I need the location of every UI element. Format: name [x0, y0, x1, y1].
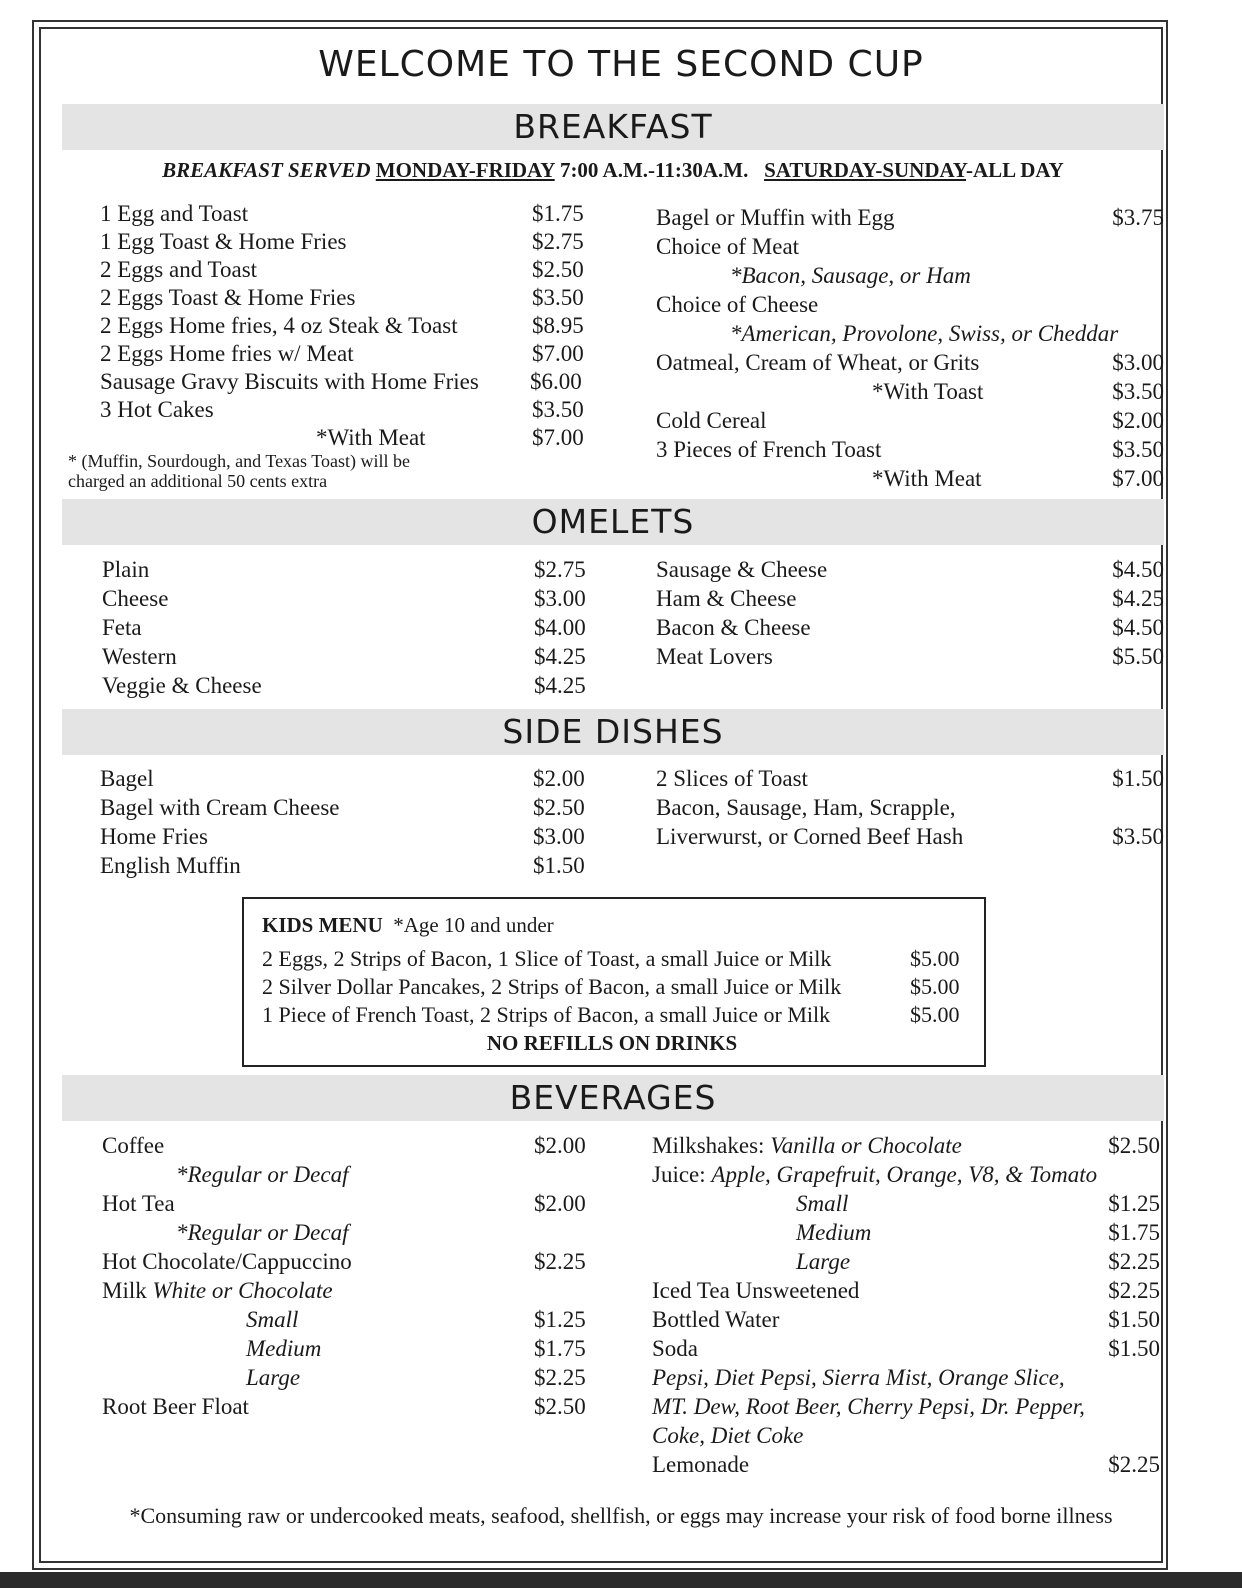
menu-item: Ham & Cheese [656, 586, 797, 611]
kids-age-note: *Age 10 and under [393, 913, 554, 937]
menu-price: $2.75 [534, 557, 586, 582]
hours-weekend: SATURDAY-SUNDAY [764, 158, 966, 182]
menu-price: $3.50 [532, 397, 584, 422]
menu-item: Liverwurst, or Corned Beef Hash [656, 824, 964, 849]
milkshakes-label: Milkshakes: [652, 1133, 765, 1158]
bottom-edge-strip [0, 1572, 1242, 1588]
kids-item: 2 Eggs, 2 Strips of Bacon, 1 Slice of Toast, a small Juice or Milk [262, 946, 832, 971]
menu-item-option: *Bacon, Sausage, or Ham [730, 263, 971, 288]
menu-price: $4.50 [1112, 615, 1164, 640]
menu-item: Plain [102, 557, 150, 582]
menu-item: Bagel [100, 766, 154, 791]
menu-price: $5.50 [1112, 644, 1164, 669]
menu-item-option: *With Meat [316, 425, 426, 450]
kids-menu-title: KIDS MENU [262, 913, 383, 937]
note-line-1: * (Muffin, Sourdough, and Texas Toast) will be [68, 451, 410, 471]
menu-price: $7.00 [532, 425, 584, 450]
menu-item: Choice of Cheese [656, 292, 819, 317]
menu-price: $3.50 [1112, 824, 1164, 849]
menu-item: 3 Hot Cakes [100, 397, 214, 422]
menu-item: English Muffin [100, 853, 241, 878]
menu-price: $1.50 [1108, 1336, 1160, 1361]
menu-item [652, 1161, 1097, 1189]
kids-menu-header [262, 911, 554, 939]
menu-item: Cheese [102, 586, 169, 611]
menu-price: $2.25 [1108, 1278, 1160, 1303]
menu-price: $2.25 [534, 1249, 586, 1274]
menu-item: Sausage Gravy Biscuits with Home Fries [100, 369, 479, 394]
menu-price: $4.25 [1112, 586, 1164, 611]
menu-price: $2.50 [532, 257, 584, 282]
soda-options: Pepsi, Diet Pepsi, Sierra Mist, Orange Slice, [652, 1365, 1065, 1390]
kids-item: 1 Piece of French Toast, 2 Strips of Bacon, a small Juice or Milk [262, 1002, 831, 1027]
menu-item: Bagel or Muffin with Egg [656, 205, 895, 230]
menu-item: Soda [652, 1336, 698, 1361]
menu-item-option: *Regular or Decaf [176, 1162, 349, 1187]
menu-price: $2.75 [532, 229, 584, 254]
menu-item: 2 Eggs Toast & Home Fries [100, 285, 356, 310]
menu-price: $2.50 [533, 795, 585, 820]
menu-item-option: *American, Provolone, Swiss, or Cheddar [730, 321, 1119, 346]
menu-price: $2.25 [534, 1365, 586, 1390]
breakfast-heading: BREAKFAST [513, 107, 713, 146]
menu-item: Meat Lovers [656, 644, 773, 669]
menu-item: Iced Tea Unsweetened [652, 1278, 860, 1303]
size-option: Medium [246, 1336, 322, 1361]
menu-price: $2.00 [533, 766, 585, 791]
size-option: Large [796, 1249, 851, 1274]
menu-item: Cold Cereal [656, 408, 767, 433]
menu-price: $3.50 [532, 285, 584, 310]
menu-price: $1.50 [1108, 1307, 1160, 1332]
menu-item: 3 Pieces of French Toast [656, 437, 882, 462]
menu-price: $1.50 [533, 853, 585, 878]
menu-item: Sausage & Cheese [656, 557, 828, 582]
menu-item: Root Beer Float [102, 1394, 249, 1419]
menu-price: $7.00 [532, 341, 584, 366]
no-refills-note: NO REFILLS ON DRINKS [486, 1031, 738, 1055]
menu-price: $4.25 [534, 644, 586, 669]
menu-price: $1.75 [1108, 1220, 1160, 1245]
size-option: Small [796, 1191, 849, 1216]
hours-weekend-time: -ALL DAY [966, 158, 1064, 182]
beverages-heading: BEVERAGES [509, 1078, 717, 1117]
menu-item: 2 Eggs Home fries w/ Meat [100, 341, 354, 366]
menu-item: Bacon, Sausage, Ham, Scrapple, [656, 795, 956, 820]
menu-item: Coffee [102, 1133, 165, 1158]
menu-price: $4.00 [534, 615, 586, 640]
milk-options: White or Chocolate [152, 1278, 333, 1303]
menu-item: Choice of Meat [656, 234, 800, 259]
menu-item-option: *Regular or Decaf [176, 1220, 349, 1245]
kids-price: $5.00 [910, 1002, 960, 1027]
menu-price: $2.50 [1108, 1133, 1160, 1158]
menu-item: Home Fries [100, 824, 208, 849]
menu-price: $4.50 [1112, 557, 1164, 582]
menu-item-option: *With Toast [872, 379, 984, 404]
hours-weekday: MONDAY-FRIDAY [375, 158, 555, 182]
menu-price: $3.75 [1112, 205, 1164, 230]
menu-price: $2.25 [1108, 1452, 1160, 1477]
size-option: Medium [796, 1220, 872, 1245]
page-title: WELCOME TO THE SECOND CUP [318, 44, 924, 85]
bread-surcharge-note [68, 451, 410, 491]
size-option: Small [246, 1307, 299, 1332]
milkshake-flavors: Vanilla or Chocolate [770, 1133, 962, 1158]
menu-item: Bagel with Cream Cheese [100, 795, 340, 820]
menu-item: Bacon & Cheese [656, 615, 811, 640]
menu-item: 2 Slices of Toast [656, 766, 808, 791]
menu-price: $8.95 [532, 313, 584, 338]
menu-price: $1.50 [1112, 766, 1164, 791]
menu-price: $1.75 [534, 1336, 586, 1361]
menu-item: Veggie & Cheese [102, 673, 262, 698]
soda-options: Coke, Diet Coke [652, 1423, 804, 1448]
juice-flavors: Apple, Grapefruit, Orange, V8, & Tomato [711, 1162, 1098, 1187]
menu-item: Oatmeal, Cream of Wheat, or Grits [656, 350, 980, 375]
menu-price: $1.25 [534, 1307, 586, 1332]
menu-price: $3.00 [533, 824, 585, 849]
menu-price: $2.00 [534, 1191, 586, 1216]
menu-item [102, 1277, 333, 1305]
menu-price: $3.00 [1112, 350, 1164, 375]
menu-item: 1 Egg and Toast [100, 201, 249, 226]
menu-item: Hot Tea [102, 1191, 175, 1216]
menu-item: 2 Eggs and Toast [100, 257, 258, 282]
menu-price: $3.00 [534, 586, 586, 611]
breakfast-hours [62, 156, 1164, 184]
menu-price: $2.00 [1112, 408, 1164, 433]
menu-item: Bottled Water [652, 1307, 780, 1332]
menu-price: $4.25 [534, 673, 586, 698]
menu-item: 2 Eggs Home fries, 4 oz Steak & Toast [100, 313, 458, 338]
menu-price: $6.00 [530, 369, 582, 394]
soda-options: MT. Dew, Root Beer, Cherry Pepsi, Dr. Pepper, [652, 1394, 1085, 1419]
menu-price: $7.00 [1112, 466, 1164, 491]
menu-price: $3.50 [1112, 379, 1164, 404]
menu-price: $1.75 [532, 201, 584, 226]
note-line-2: charged an additional 50 cents extra [68, 471, 328, 491]
juice-label: Juice: [652, 1162, 706, 1187]
hours-served-label: BREAKFAST SERVED [162, 158, 371, 182]
menu-item: 1 Egg Toast & Home Fries [100, 229, 347, 254]
menu-item: Western [102, 644, 177, 669]
menu-price: $2.25 [1108, 1249, 1160, 1274]
menu-price: $2.50 [534, 1394, 586, 1419]
menu-item [652, 1132, 962, 1160]
kids-price: $5.00 [910, 946, 960, 971]
health-disclaimer: *Consuming raw or undercooked meats, seafood, shellfish, or eggs may increase your risk of food borne illness [129, 1503, 1113, 1528]
kids-item: 2 Silver Dollar Pancakes, 2 Strips of Bacon, a small Juice or Milk [262, 974, 842, 999]
menu-item: Hot Chocolate/Cappuccino [102, 1249, 352, 1274]
size-option: Large [246, 1365, 301, 1390]
menu-item: Lemonade [652, 1452, 750, 1477]
menu-item: Feta [102, 615, 142, 640]
menu-item-option: *With Meat [872, 466, 982, 491]
hours-weekday-time: 7:00 A.M.-11:30A.M. [559, 158, 749, 182]
omelets-heading: OMELETS [531, 502, 695, 541]
menu-price: $1.25 [1108, 1191, 1160, 1216]
kids-price: $5.00 [910, 974, 960, 999]
sides-heading: SIDE DISHES [502, 712, 724, 751]
milk-label: Milk [102, 1278, 147, 1303]
menu-price: $2.00 [534, 1133, 586, 1158]
menu-price: $3.50 [1112, 437, 1164, 462]
